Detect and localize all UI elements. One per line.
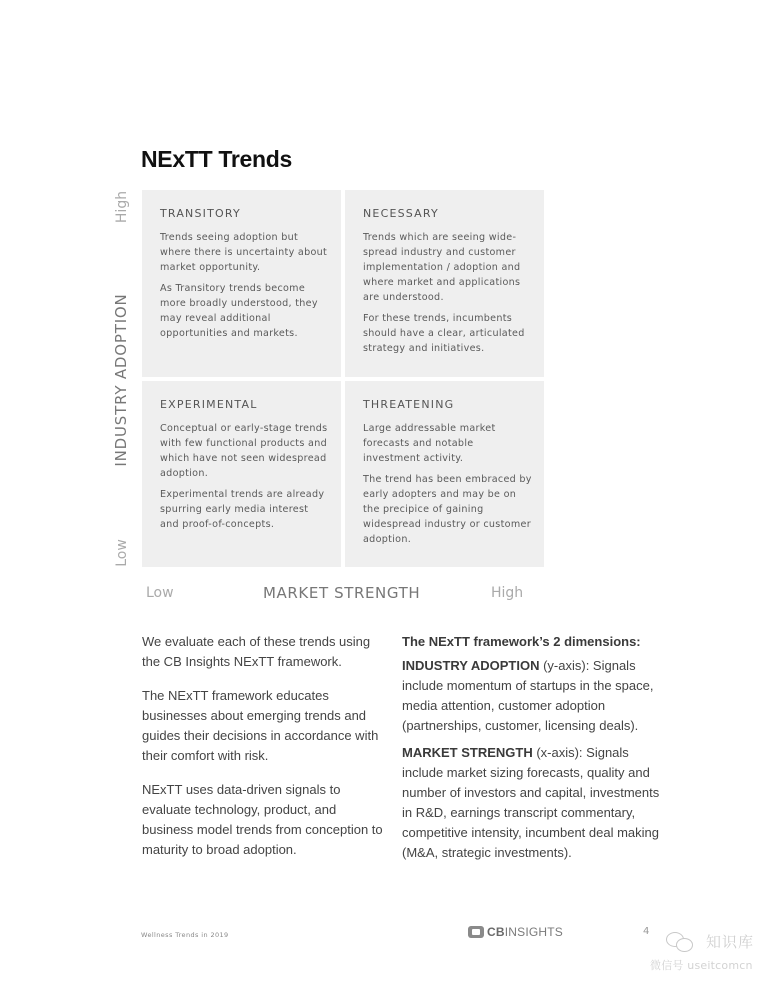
quadrant-text: Large addressable market forecasts and notable investment activity. xyxy=(363,423,496,464)
x-axis-high-label: High xyxy=(491,585,524,601)
quadrant-heading: TRANSITORY xyxy=(160,207,241,220)
dimension-text: (y-axis): Signals include momentum of startups in the space, media attention, customer adoption (partnerships, customer, licensing deals). xyxy=(402,658,654,733)
quadrant-heading: NECESSARY xyxy=(363,207,439,220)
report-name: Wellness Trends in 2019 xyxy=(141,931,229,939)
quadrant-text: Trends which are seeing wide-spread industry and customer implementation / adoption and where market and applications are understood. xyxy=(363,232,521,303)
paragraph xyxy=(402,656,664,736)
quadrant-text: For these trends, incumbents should have a clear, articulated strategy and initiatives. xyxy=(363,313,525,354)
dimension-label: INDUSTRY ADOPTION xyxy=(402,658,540,673)
cb-logo-icon xyxy=(468,926,484,938)
quadrant-heading: EXPERIMENTAL xyxy=(160,398,258,411)
cb-insights-logo xyxy=(468,925,563,939)
paragraph: We evaluate each of these trends using the CB Insights NExTT framework. xyxy=(142,634,371,669)
quadrant-experimental xyxy=(142,381,341,567)
paragraph: NExTT uses data-driven signals to evaluate technology, product, and business model trends from conception to maturity to broad adoption. xyxy=(142,782,383,857)
quadrant-text: Experimental trends are already spurring early media interest and proof-of-concepts. xyxy=(160,489,325,530)
logo-text: INSIGHTS xyxy=(504,925,564,939)
quadrant-threatening xyxy=(345,381,544,567)
right-column xyxy=(402,632,664,876)
quadrant-text: As Transitory trends become more broadly understood, they may reveal additional opportunities and markets. xyxy=(160,283,318,339)
y-axis-low-label: Low xyxy=(114,539,130,567)
dimensions-heading: The NExTT framework’s 2 dimensions: xyxy=(402,634,641,649)
page-title: NExTT Trends xyxy=(141,146,293,172)
dimension-text: (x-axis): Signals include market sizing forecasts, quality and number of investors and capital, investments in R&D, earnings transcript commentary, competitive intensity, incumbent deal making (M&A, strategic investments). xyxy=(402,745,660,860)
dimension-label: MARKET STRENGTH xyxy=(402,745,533,760)
x-axis-label: MARKET STRENGTH xyxy=(263,584,421,602)
watermark-name: 知识库 xyxy=(706,932,755,951)
left-column xyxy=(142,632,387,874)
watermark xyxy=(666,930,754,952)
quadrant-text: Conceptual or early-stage trends with few functional products and which have not seen widespread adoption. xyxy=(160,423,328,479)
wechat-icon xyxy=(666,930,694,952)
quadrant-transitory xyxy=(142,190,341,377)
x-axis-low-label: Low xyxy=(146,585,174,601)
quadrant-necessary xyxy=(345,190,544,377)
quadrant-text: The trend has been embraced by early adopters and may be on the precipice of gaining widespread industry or customer adoption. xyxy=(363,474,532,545)
paragraph: The NExTT framework educates businesses about emerging trends and guides their decisions in accordance with their comfort with risk. xyxy=(142,688,379,763)
watermark-subtext: 微信号 useitcomcn xyxy=(650,959,753,972)
quadrant-text: Trends seeing adoption but where there is uncertainty about market opportunity. xyxy=(160,232,328,273)
paragraph xyxy=(402,743,664,863)
quadrant-heading: THREATENING xyxy=(363,398,455,411)
y-axis-label: INDUSTRY ADOPTION xyxy=(112,293,130,467)
logo-bold-text: CB xyxy=(487,925,505,939)
page-number: 4 xyxy=(643,926,650,937)
y-axis-high-label: High xyxy=(114,190,130,224)
